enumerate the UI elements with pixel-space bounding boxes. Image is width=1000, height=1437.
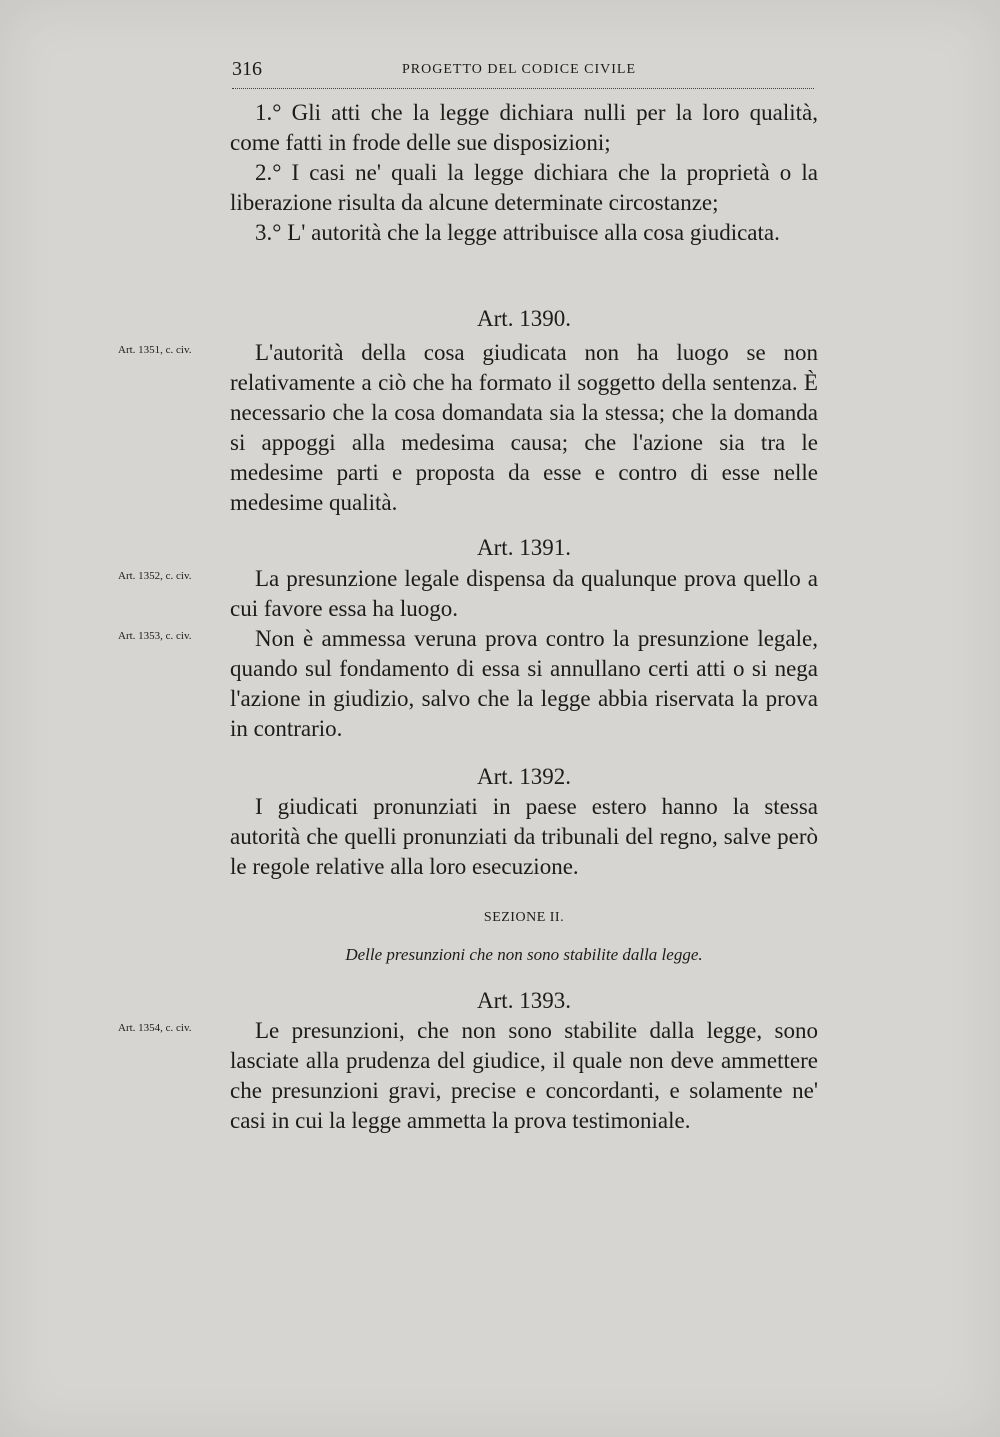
intro-list (230, 98, 818, 248)
article-heading: Art. 1392. (477, 764, 571, 789)
margin-note: Art. 1353, c. civ. (118, 630, 192, 642)
article-body (230, 792, 818, 882)
article-paragraph: La presunzione legale dispensa da qualunque prova quello a cui favore essa ha luogo. (230, 566, 818, 621)
article-body (230, 1016, 818, 1136)
margin-note: Art. 1352, c. civ. (118, 570, 192, 582)
article-heading: Art. 1393. (477, 988, 571, 1013)
intro-item: 1.° Gli atti che la legge dichiara nulli per la loro qualità, come fatti in frode delle sue disposizioni; (230, 100, 818, 155)
running-title: PROGETTO DEL CODICE CIVILE (402, 62, 637, 77)
margin-note: Art. 1351, c. civ. (118, 344, 192, 356)
page-number: 316 (232, 58, 262, 80)
intro-item: 2.° I casi ne' quali la legge dichiara che la proprietà o la liberazione risulta da alcune determinate circostanze; (230, 160, 818, 215)
article-paragraph: Non è ammessa veruna prova contro la presunzione legale, quando sul fondamento di essa si annullano certi atti o si nega l'azione in giudizio, salvo che la legge abbia riservata la prova in contrario. (230, 626, 818, 741)
article-paragraph: L'autorità della cosa giudicata non ha luogo se non relativamente a ciò che ha formato il soggetto della sentenza. È necessario che la cosa domandata sia la stessa; che la domanda si appoggi alla medesima causa; che l'azione sia tra le medesime parti e proposta da esse e contro di esse nelle medesime qualità. (230, 340, 818, 515)
intro-item: 3.° L' autorità che la legge attribuisce alla cosa giudicata. (255, 220, 780, 245)
article-paragraph: I giudicati pronunziati in paese estero hanno la stessa autorità che quelli pronunziati da tribunali del regno, salve però le regole relative alla loro esecuzione. (230, 794, 818, 879)
section-heading: SEZIONE II. (483, 910, 565, 925)
article-heading: Art. 1391. (477, 535, 571, 560)
page-header (232, 58, 814, 89)
article-heading: Art. 1390. (477, 306, 571, 331)
article-body (230, 564, 818, 744)
article-body (230, 338, 818, 518)
section-subtitle: Delle presunzioni che non sono stabilite dalla legge. (345, 945, 703, 964)
margin-note: Art. 1354, c. civ. (118, 1022, 192, 1034)
article-paragraph: Le presunzioni, che non sono stabilite dalla legge, sono lasciate alla prudenza del giudice, il quale non deve ammettere che presunzioni gravi, precise e concordanti, e solamente ne' casi in cui la legge ammetta la prova testimoniale. (230, 1018, 818, 1133)
